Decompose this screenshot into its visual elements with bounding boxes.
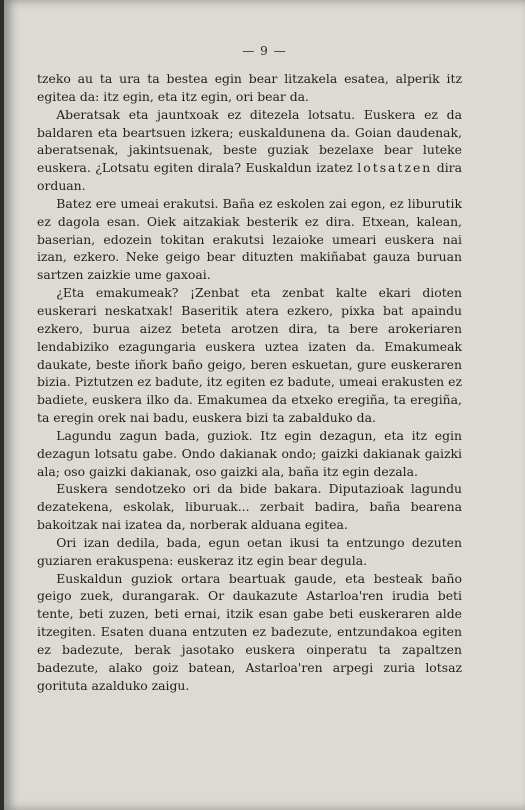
- paragraph: Euskaldun guziok ortara beartuak gaude, eta besteak baño geigo zuek, durangarak. Or daukazute Astarloa'ren irudia beti tente, beti zuzen, beti ernai, itzik esan gabe beti euskeraren alde itzegiten. Esaten duana entzuten ez badezute, entzundakoa egiten ez badezute, berak jasotako euskera oinperatu ta zapaltzen badezute, alako goiz batean, Astarloa'ren arpegi zuria lotsaz gorituta azalduko zaigu.: [37, 570, 462, 693]
- paragraph: Euskera sendotzeko ori da bide bakara. Diputazioak lagundu dezatekena, eskolak, liburuak... zerbait badira, baña bearena bakoitzak nai izatea da, norberak alduana egitea.: [37, 481, 462, 533]
- paragraph: [37, 106, 462, 195]
- paragraph: ¿Eta emakumeak? ¡Zenbat eta zenbat kalte ekari dioten euskerari neskatxak! Baseritik atera ezkero, pixka bat apaindu ezkero, burua aizez beteta arotzen dira, ta bere arokeriaren lendabiziko ezagungaria euskera uztea izaten da. Emakumeak daukate, beste iñork baño geigo, beren eskuetan, gure euskeraren bizia. Piztutzen ez badute, itz egiten ez badute, umeai erakusten ez badiete, euskera ilko da. Emakumea da etxeko eregiña, ta eregiña, ta eregin orek nai badu, euskera bizi ta zabalduko da.: [37, 285, 462, 426]
- page-number: — 9 —: [242, 44, 287, 58]
- paragraph: Ori izan dedila, bada, egun oetan ikusi ta entzungo dezuten guziaren erakuspena: euskeraz itz egin bear degula.: [37, 534, 462, 568]
- paragraph-text-tail: dira orduan.: [37, 160, 462, 194]
- paragraph: Batez ere umeai erakutsi. Baña ez eskolen zai egon, ez liburutik ez dagola esan. Oiek aitzakiak besterik ez dira. Etxean, kalean, baserian, edozein tokitan erakutsi lezaioke umeari euskera nai izan, ezkero. Neke geigo bear dituzten makiñabat gauza buruan sartzen zaizkie ume gaxoai.: [37, 195, 462, 283]
- spaced-word: lotsatzen: [357, 160, 433, 176]
- text-body: [37, 70, 462, 695]
- paragraph: tzeko au ta ura ta bestea egin bear litzakela esatea, alperik itz egitea da: itz egin, eta itz egin, ori bear da.: [37, 71, 462, 104]
- book-page: [4, 0, 525, 810]
- paragraph-text: Aberatsak eta jauntxoak ez ditezela lotsatu. Euskera ez da baldaren eta beartsuen izkera; euskaldunena da. Goian daudenak, aberatsenak, jakintsuenak, beste guziak bezelaxe bear luteke euskera. ¿Lotsatu egiten dirala? Euskaldun izatez: [37, 106, 462, 176]
- paragraph: Lagundu zagun bada, guziok. Itz egin dezagun, eta itz egin dezagun lotsatu gabe. Ondo dakianak ondo; gaizki dakianak gaizki ala; oso gaizki dakianak, oso gaizki ala, baña itz egin dezala.: [37, 427, 462, 479]
